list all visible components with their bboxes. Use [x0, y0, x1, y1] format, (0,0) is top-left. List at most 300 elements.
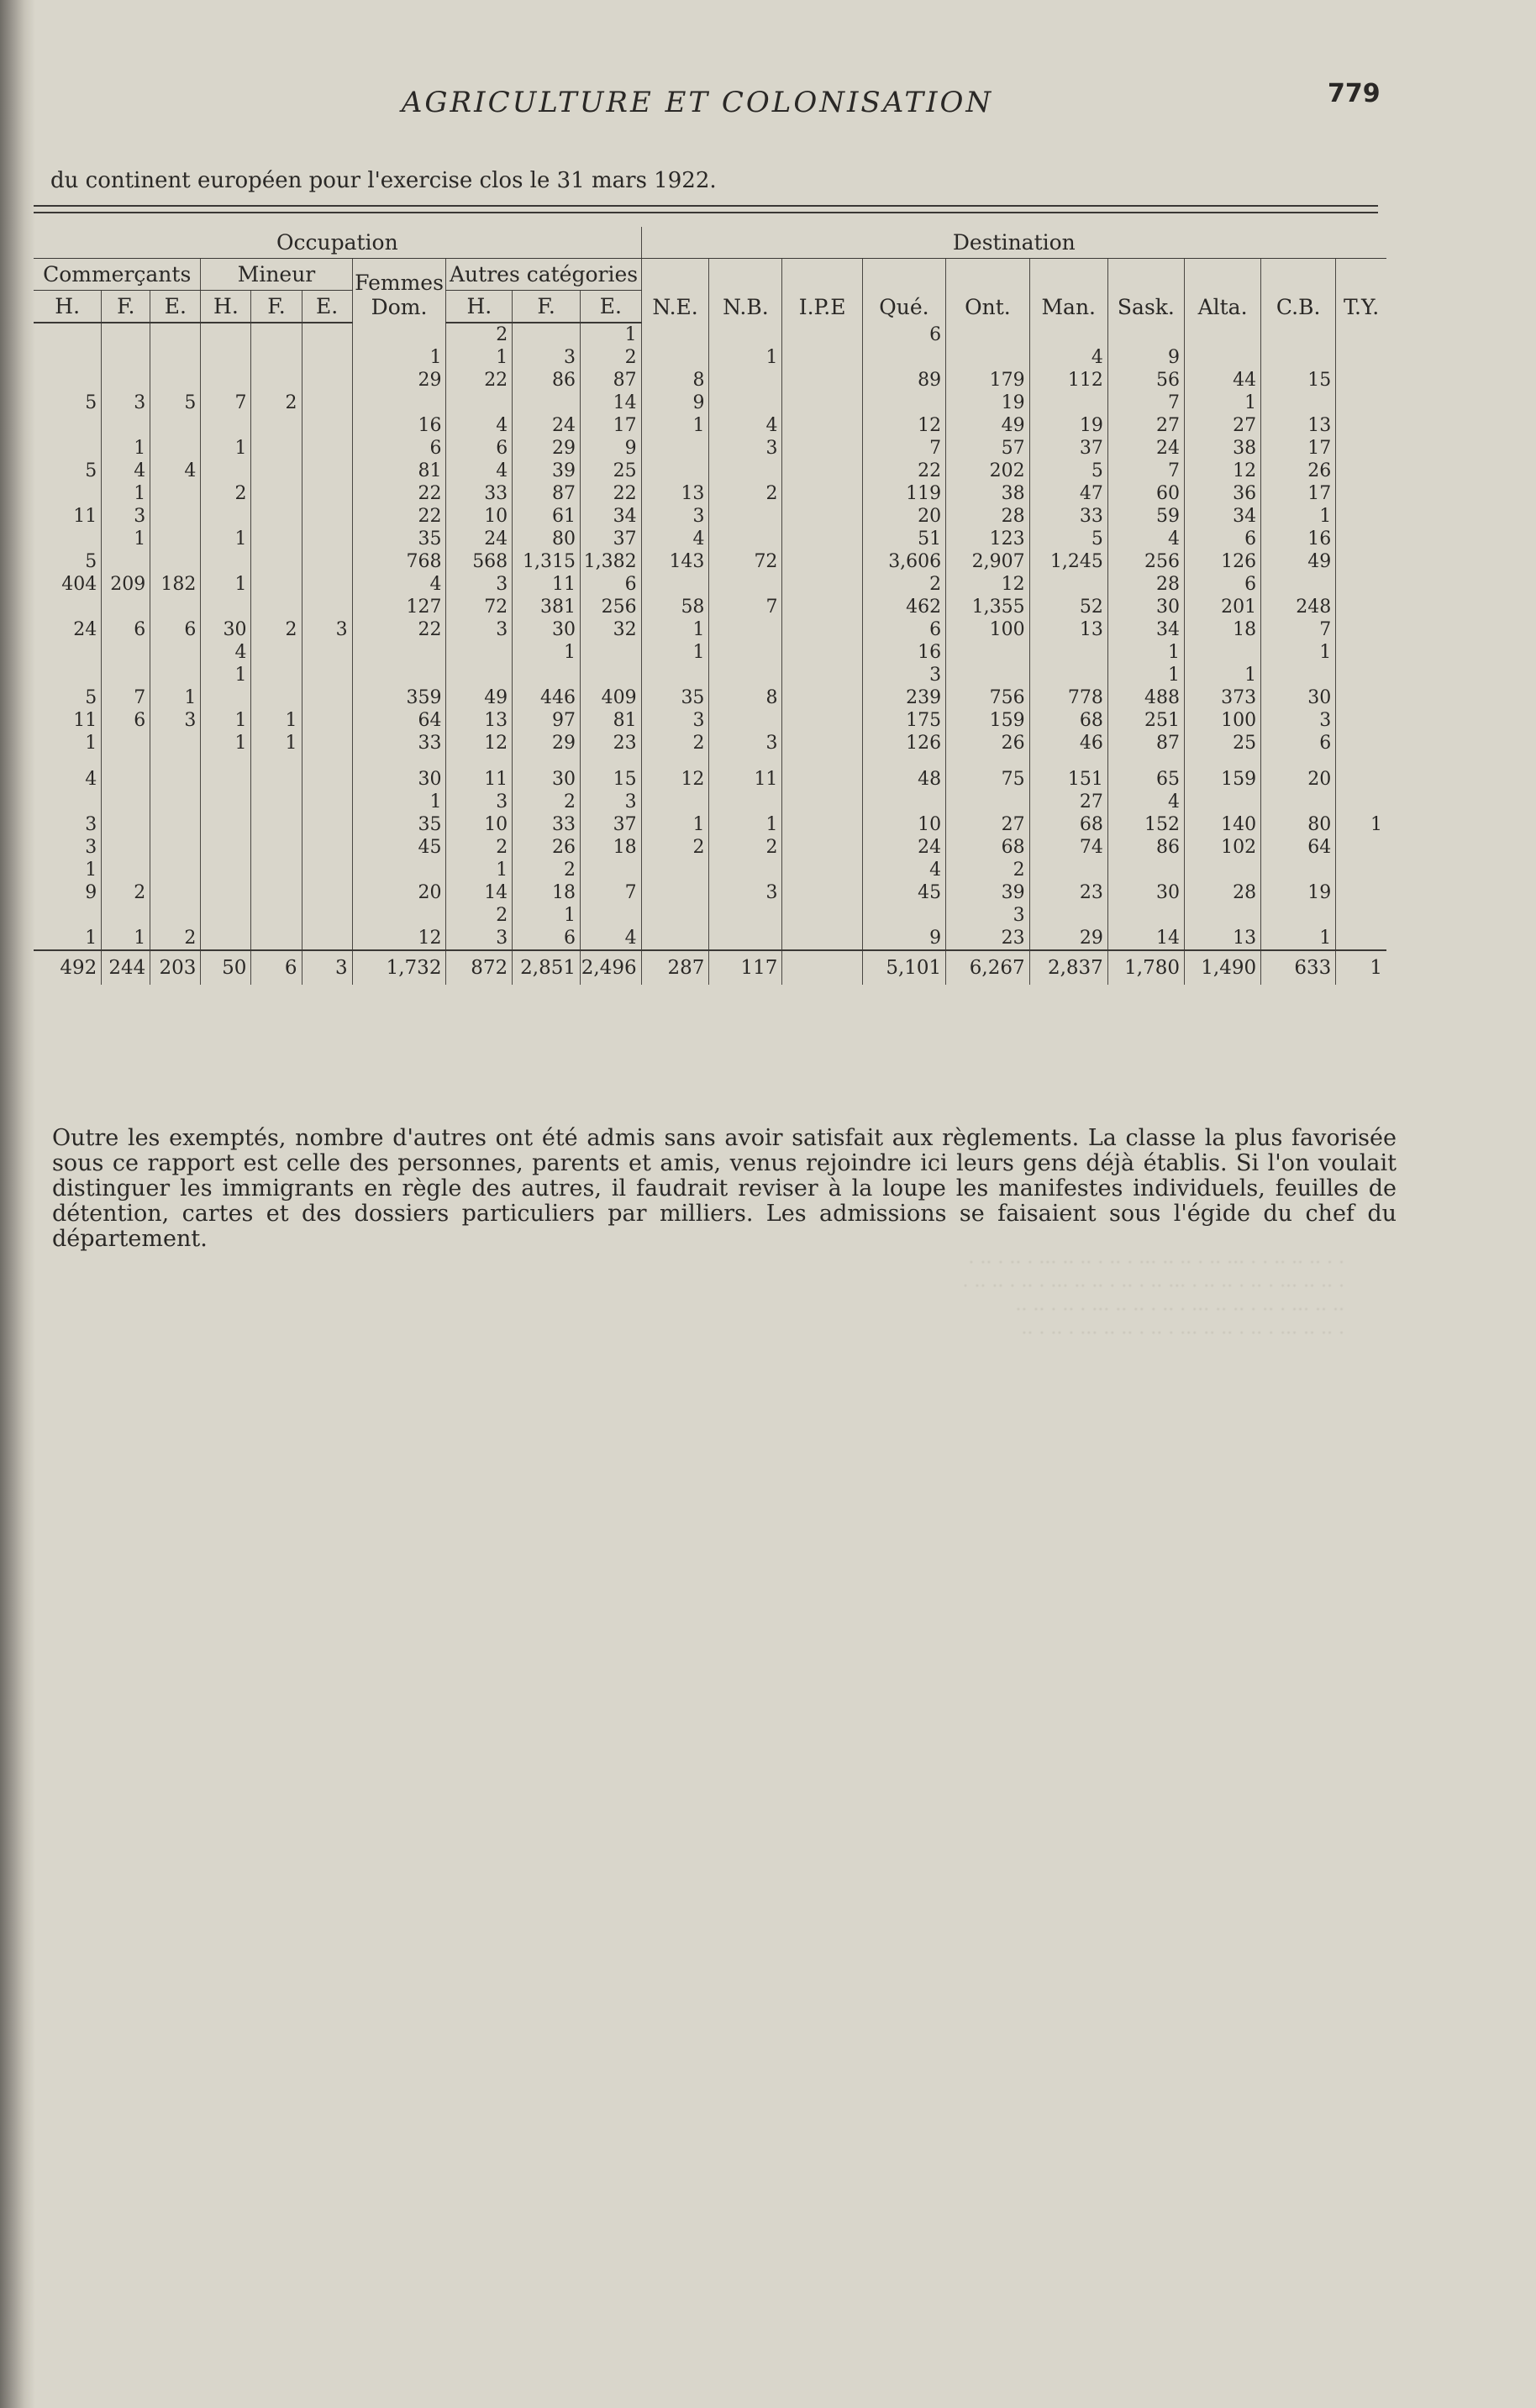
- table-cell: 35: [352, 813, 446, 836]
- table-cell: 7: [709, 596, 782, 618]
- table-cell: 6: [862, 618, 945, 641]
- table-cell: 7: [1107, 392, 1184, 414]
- table-cell: 26: [946, 732, 1029, 754]
- table-cell: [782, 437, 862, 460]
- table-cell: 22: [352, 482, 446, 505]
- table-cell: 12: [641, 768, 709, 791]
- table-cell: [1336, 904, 1386, 927]
- table-cell: 47: [1029, 482, 1107, 505]
- header-dest-ty: T.Y.: [1336, 259, 1386, 323]
- table-cell: [201, 323, 251, 346]
- table-cell: 72: [446, 596, 513, 618]
- table-cell: [709, 369, 782, 392]
- table-cell: 20: [352, 881, 446, 904]
- table-cell: 7: [102, 686, 150, 709]
- table-cell: 119: [862, 482, 945, 505]
- table-cell: [102, 859, 150, 881]
- table-cell: 5: [1029, 528, 1107, 550]
- table-cell: 1: [352, 346, 446, 369]
- table-cell: 3,606: [862, 550, 945, 573]
- table-cell: 201: [1184, 596, 1260, 618]
- table-cell: [251, 836, 302, 859]
- table-cell: 64: [1261, 836, 1336, 859]
- table-cell: 3: [641, 709, 709, 732]
- header-dest-man: Man.: [1029, 259, 1107, 323]
- table-cell: 6: [150, 618, 201, 641]
- table-cell: [782, 732, 862, 754]
- table-cell: 97: [513, 709, 581, 732]
- table-cell: 4: [446, 460, 513, 482]
- table-row: [34, 528, 1386, 550]
- table-cell: [782, 813, 862, 836]
- table-cell: [102, 813, 150, 836]
- header-dest-ipe: I.P.E: [782, 259, 862, 323]
- table-cell: [1029, 664, 1107, 686]
- table-cell: 9: [1107, 346, 1184, 369]
- table-cell: 1: [85, 733, 97, 754]
- table-cell: [782, 618, 862, 641]
- table-row: [34, 754, 1386, 768]
- table-cell: 409: [580, 686, 641, 709]
- header-dest-que: Qué.: [862, 259, 945, 323]
- table-row: [34, 346, 1386, 369]
- table-cell: 3: [580, 791, 641, 813]
- table-cell: [302, 686, 352, 709]
- table-cell: 27: [1184, 414, 1260, 437]
- table-cell: [34, 369, 102, 392]
- table-cell: 38: [946, 482, 1029, 505]
- table-cell: [709, 859, 782, 881]
- table-cell: 256: [580, 596, 641, 618]
- total-cell: 50: [201, 950, 251, 985]
- table-cell: [1184, 323, 1260, 346]
- table-cell: [251, 437, 302, 460]
- table-cell: 3: [85, 814, 97, 835]
- table-cell: 33: [352, 732, 446, 754]
- table-cell: 61: [513, 505, 581, 528]
- table-cell: [709, 709, 782, 732]
- table-cell: 81: [580, 709, 641, 732]
- table-cell: 19: [946, 392, 1029, 414]
- table-cell: 30: [352, 768, 446, 791]
- table-cell: [34, 664, 102, 686]
- table-cell: [641, 927, 709, 950]
- table-cell: [1336, 686, 1386, 709]
- table-cell: [1336, 414, 1386, 437]
- table-cell: [946, 641, 1029, 664]
- table-cell: 51: [862, 528, 945, 550]
- header-commercants-h: H.: [34, 291, 102, 323]
- table-cell: [150, 768, 201, 791]
- table-cell: [709, 573, 782, 596]
- table-cell: 6: [102, 709, 150, 732]
- table-cell: 49: [446, 686, 513, 709]
- table-cell: [782, 573, 862, 596]
- table-cell: 30: [1107, 596, 1184, 618]
- table-cell: [201, 550, 251, 573]
- table-cell: 1: [1261, 641, 1336, 664]
- table-cell: [201, 369, 251, 392]
- table-cell: 12: [1184, 460, 1260, 482]
- table-cell: 13: [446, 709, 513, 732]
- table-cell: 46: [1029, 732, 1107, 754]
- table-cell: [201, 881, 251, 904]
- spacer-cell: [946, 754, 1029, 768]
- table-cell: 1: [1336, 813, 1386, 836]
- table-cell: [150, 641, 201, 664]
- table-cell: [251, 596, 302, 618]
- table-cell: 57: [946, 437, 1029, 460]
- table-cell: 27: [1029, 791, 1107, 813]
- table-cell: [34, 414, 102, 437]
- table-cell: 87: [1107, 732, 1184, 754]
- table-cell: [150, 791, 201, 813]
- table-cell: 81: [352, 460, 446, 482]
- table-cell: 17: [580, 414, 641, 437]
- table-cell: 68: [1029, 709, 1107, 732]
- table-cell: 34: [1184, 505, 1260, 528]
- table-cell: 14: [580, 392, 641, 414]
- table-cell: 72: [709, 550, 782, 573]
- table-cell: 39: [946, 881, 1029, 904]
- table-cell: [102, 732, 150, 754]
- total-cell: 1,780: [1107, 950, 1184, 985]
- table-cell: [302, 460, 352, 482]
- header-mineur: Mineur: [201, 259, 352, 291]
- table-cell: 1,315: [513, 550, 581, 573]
- table-cell: 64: [352, 709, 446, 732]
- table-cell: 12: [352, 927, 446, 950]
- table-row: [34, 460, 1386, 482]
- table-cell: 6: [102, 618, 150, 641]
- table-cell: [201, 505, 251, 528]
- table-cell: 4: [352, 573, 446, 596]
- table-cell: 29: [1029, 927, 1107, 950]
- total-cell: 2,496: [580, 950, 641, 985]
- table-cell: 12: [946, 573, 1029, 596]
- header-dest-cb: C.B.: [1261, 259, 1336, 323]
- table-cell: 179: [946, 369, 1029, 392]
- table-cell: [782, 482, 862, 505]
- table-cell: 68: [946, 836, 1029, 859]
- total-cell: 244: [102, 950, 150, 985]
- table-cell: [946, 346, 1029, 369]
- table-cell: 359: [352, 686, 446, 709]
- table-cell: [102, 346, 150, 369]
- table-cell: 5: [85, 460, 97, 481]
- table-cell: [1107, 904, 1184, 927]
- table-cell: 143: [641, 550, 709, 573]
- header-autres-e: E.: [580, 291, 641, 323]
- table-cell: 4: [641, 528, 709, 550]
- table-cell: [513, 392, 581, 414]
- table-cell: [102, 791, 150, 813]
- table-cell: 4: [862, 859, 945, 881]
- spacer-cell: [1107, 754, 1184, 768]
- table-subtitle: du continent européen pour l'exercise clos le 31 mars 1922.: [50, 168, 717, 193]
- table-cell: 202: [946, 460, 1029, 482]
- table-cell: 1: [102, 528, 150, 550]
- table-cell: [251, 323, 302, 346]
- table-cell: 1: [580, 323, 641, 346]
- table-cell: 60: [1107, 482, 1184, 505]
- table-cell: [251, 664, 302, 686]
- table-row: [34, 732, 1386, 754]
- table-cell: 19: [1261, 881, 1336, 904]
- table-cell: 38: [1184, 437, 1260, 460]
- table-row: [34, 369, 1386, 392]
- table-cell: [1336, 641, 1386, 664]
- table-cell: [201, 904, 251, 927]
- total-cell: 872: [446, 950, 513, 985]
- table-cell: 2: [446, 904, 513, 927]
- table-cell: [251, 414, 302, 437]
- table-cell: [302, 664, 352, 686]
- table-cell: [1336, 927, 1386, 950]
- table-cell: 6: [1184, 573, 1260, 596]
- table-row: [34, 392, 1386, 414]
- table-cell: [782, 927, 862, 950]
- table-cell: [709, 791, 782, 813]
- table-cell: [782, 460, 862, 482]
- table-cell: [709, 618, 782, 641]
- table-cell: 22: [580, 482, 641, 505]
- table-cell: 2: [641, 732, 709, 754]
- table-cell: [641, 904, 709, 927]
- table-cell: 1: [201, 709, 251, 732]
- table-cell: [709, 392, 782, 414]
- table-cell: 17: [1261, 482, 1336, 505]
- table-cell: 182: [150, 573, 201, 596]
- table-cell: [641, 791, 709, 813]
- table-cell: 1: [1261, 505, 1336, 528]
- table-cell: 11: [446, 768, 513, 791]
- table-cell: [251, 550, 302, 573]
- table-cell: 49: [1261, 550, 1336, 573]
- table-cell: [150, 323, 201, 346]
- table-cell: [1336, 437, 1386, 460]
- table-cell: [251, 346, 302, 369]
- table-cell: [1261, 392, 1336, 414]
- table-cell: 3: [302, 618, 352, 641]
- table-cell: [251, 482, 302, 505]
- spacer-cell: [1029, 754, 1107, 768]
- table-cell: 1: [201, 732, 251, 754]
- table-cell: 74: [1029, 836, 1107, 859]
- table-cell: [782, 505, 862, 528]
- table-cell: [251, 881, 302, 904]
- table-cell: [580, 904, 641, 927]
- table-cell: [201, 686, 251, 709]
- table-cell: [862, 392, 945, 414]
- table-cell: 1: [102, 927, 150, 950]
- table-cell: 33: [446, 482, 513, 505]
- table-cell: [201, 414, 251, 437]
- table-cell: 3: [862, 664, 945, 686]
- table-cell: 16: [352, 414, 446, 437]
- table-cell: [302, 346, 352, 369]
- table-cell: [1107, 323, 1184, 346]
- table-cell: 1: [150, 686, 201, 709]
- table-cell: 45: [352, 836, 446, 859]
- table-cell: 86: [1107, 836, 1184, 859]
- table-cell: 80: [513, 528, 581, 550]
- table-cell: [782, 709, 862, 732]
- table-cell: [1261, 346, 1336, 369]
- table-cell: [201, 859, 251, 881]
- table-cell: [580, 641, 641, 664]
- table-cell: 26: [1261, 460, 1336, 482]
- table-cell: [302, 550, 352, 573]
- table-cell: 89: [862, 369, 945, 392]
- table-cell: 22: [446, 369, 513, 392]
- table-cell: 20: [1261, 768, 1336, 791]
- table-cell: [862, 346, 945, 369]
- table-cell: 17: [1261, 437, 1336, 460]
- table-cell: [1029, 573, 1107, 596]
- table-cell: 1: [352, 791, 446, 813]
- table-cell: 52: [1029, 596, 1107, 618]
- table-cell: [251, 904, 302, 927]
- table-cell: [302, 369, 352, 392]
- table-cell: 404: [61, 574, 97, 595]
- header-commercants-e: E.: [150, 291, 201, 323]
- header-femmes-dom: Femmes Dom.: [352, 259, 446, 323]
- statistics-table-container: [34, 227, 1386, 985]
- table-cell: 4: [102, 460, 150, 482]
- table-row: [34, 927, 1386, 950]
- table-cell: [302, 641, 352, 664]
- table-cell: 18: [1184, 618, 1260, 641]
- header-mineur-h: H.: [201, 291, 251, 323]
- table-cell: [150, 596, 201, 618]
- table-cell: 462: [862, 596, 945, 618]
- table-cell: [446, 641, 513, 664]
- table-cell: [251, 369, 302, 392]
- table-cell: 4: [201, 641, 251, 664]
- table-cell: 30: [1107, 881, 1184, 904]
- table-cell: [946, 791, 1029, 813]
- table-cell: [782, 904, 862, 927]
- table-cell: [946, 664, 1029, 686]
- header-dest-alta: Alta.: [1184, 259, 1260, 323]
- table-cell: [1336, 664, 1386, 686]
- total-cell: 6,267: [946, 950, 1029, 985]
- table-cell: 24: [862, 836, 945, 859]
- table-cell: 13: [641, 482, 709, 505]
- table-cell: [34, 346, 102, 369]
- table-cell: 1,245: [1029, 550, 1107, 573]
- table-cell: [446, 664, 513, 686]
- table-cell: 3: [513, 346, 581, 369]
- table-cell: [302, 813, 352, 836]
- table-cell: [580, 859, 641, 881]
- table-cell: 27: [1107, 414, 1184, 437]
- table-cell: 9: [862, 927, 945, 950]
- table-cell: [1336, 881, 1386, 904]
- table-cell: 25: [580, 460, 641, 482]
- table-cell: 18: [513, 881, 581, 904]
- table-cell: [302, 836, 352, 859]
- total-cell: 2,851: [513, 950, 581, 985]
- table-cell: 4: [85, 769, 97, 790]
- spacer-cell: [302, 754, 352, 768]
- table-cell: 6: [1261, 732, 1336, 754]
- table-cell: 488: [1107, 686, 1184, 709]
- table-cell: [150, 836, 201, 859]
- table-cell: [251, 859, 302, 881]
- table-cell: 209: [102, 573, 150, 596]
- table-cell: 3: [709, 437, 782, 460]
- table-cell: 3: [709, 732, 782, 754]
- table-cell: [150, 346, 201, 369]
- table-cell: [302, 528, 352, 550]
- table-cell: 9: [580, 437, 641, 460]
- table-cell: 100: [1184, 709, 1260, 732]
- table-cell: [641, 664, 709, 686]
- table-cell: [641, 460, 709, 482]
- table-cell: 1: [709, 346, 782, 369]
- header-mineur-e: E.: [302, 291, 352, 323]
- table-cell: 1: [85, 860, 97, 881]
- table-cell: [302, 732, 352, 754]
- table-cell: [201, 460, 251, 482]
- table-cell: [302, 859, 352, 881]
- table-cell: 3: [1261, 709, 1336, 732]
- table-cell: 29: [513, 732, 581, 754]
- table-cell: 2: [709, 836, 782, 859]
- table-cell: 5: [85, 551, 97, 572]
- table-cell: 2: [709, 482, 782, 505]
- table-cell: [1336, 392, 1386, 414]
- table-cell: 18: [580, 836, 641, 859]
- table-cell: 86: [513, 369, 581, 392]
- table-cell: 11: [709, 768, 782, 791]
- spacer-cell: [352, 754, 446, 768]
- table-cell: 80: [1261, 813, 1336, 836]
- table-cell: [1029, 641, 1107, 664]
- table-cell: 1,382: [580, 550, 641, 573]
- table-cell: [251, 927, 302, 950]
- table-cell: 27: [946, 813, 1029, 836]
- table-cell: [1336, 505, 1386, 528]
- table-cell: 30: [1261, 686, 1336, 709]
- table-cell: 9: [641, 392, 709, 414]
- table-cell: [251, 791, 302, 813]
- table-cell: 3: [641, 505, 709, 528]
- table-cell: 8: [641, 369, 709, 392]
- table-cell: 126: [862, 732, 945, 754]
- table-cell: 3: [446, 618, 513, 641]
- table-cell: [150, 414, 201, 437]
- table-row: [34, 904, 1386, 927]
- table-cell: [1184, 791, 1260, 813]
- table-row: [34, 505, 1386, 528]
- table-cell: [150, 859, 201, 881]
- table-cell: 24: [73, 619, 97, 640]
- table-cell: 24: [446, 528, 513, 550]
- table-cell: 373: [1184, 686, 1260, 709]
- table-cell: [782, 346, 862, 369]
- table-cell: 2: [102, 881, 150, 904]
- immigration-statistics-table: [34, 227, 1386, 985]
- table-cell: 6: [862, 323, 945, 346]
- table-cell: 30: [513, 618, 581, 641]
- top-rule: [34, 205, 1378, 207]
- table-cell: [302, 392, 352, 414]
- table-cell: [251, 528, 302, 550]
- totals-row: [34, 950, 1386, 985]
